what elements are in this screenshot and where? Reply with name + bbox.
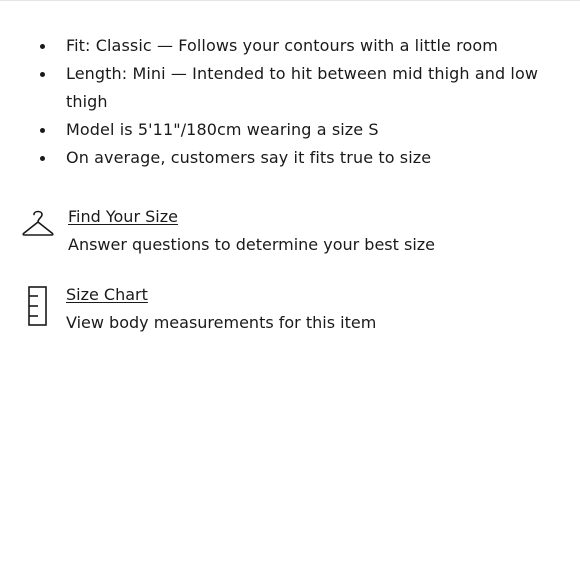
top-divider: [0, 0, 580, 1]
find-your-size-section: [20, 204, 560, 264]
bullet-dot: [40, 156, 45, 161]
fit-detail-text: Model is 5'11"/180cm wearing a size S: [66, 120, 379, 139]
fit-detail-item: [0, 32, 580, 60]
hanger-icon: [20, 204, 56, 244]
fit-detail-text: Length: Mini — Intended to hit between mid thigh and low thigh: [66, 64, 539, 111]
bullet-dot: [40, 128, 45, 133]
size-chart-description: View body measurements for this item: [66, 313, 377, 332]
fit-detail-text: On average, customers say it fits true to size: [66, 148, 432, 167]
bullet-dot: [40, 72, 45, 77]
find-your-size-link[interactable]: Find Your Size: [68, 207, 178, 226]
fit-detail-item: [0, 116, 580, 144]
size-chart-section: [20, 282, 560, 342]
size-chart-link[interactable]: Size Chart: [66, 285, 148, 304]
fit-detail-item: [0, 144, 580, 172]
find-your-size-description: Answer questions to determine your best size: [68, 235, 436, 254]
fit-details-list: [0, 32, 580, 172]
bullet-dot: [40, 44, 45, 49]
fit-detail-text: Fit: Classic — Follows your contours with a little room: [66, 36, 498, 55]
ruler-icon: [20, 282, 56, 332]
fit-detail-item: [0, 60, 580, 116]
